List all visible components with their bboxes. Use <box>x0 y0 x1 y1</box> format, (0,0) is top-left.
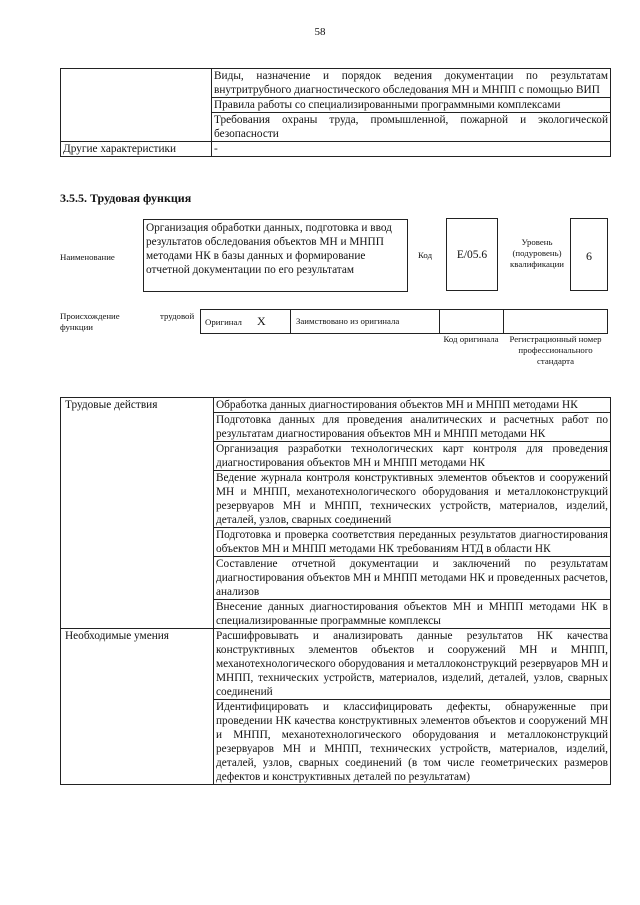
original-box <box>200 309 291 334</box>
origin-label-word: трудовой <box>160 311 195 321</box>
table-cell: Требования охраны труда, промышленной, пожарной и экологической безопасности <box>212 113 611 142</box>
reg-number-box <box>503 309 608 334</box>
table-cell: Составление отчетной документации и заключений по результатам диагностирования объектов МН и МНПП методами НК и проведенных расчетов, анализов <box>214 557 611 600</box>
origin-code-caption: Код оригинала <box>443 334 499 344</box>
row-label: Необходимые умения <box>61 629 214 785</box>
code-label: Код <box>418 250 433 260</box>
borrowed-label: Заимствовано из оригинала <box>296 316 400 326</box>
table-cell: Правила работы со специализированными программными комплексами <box>212 98 611 113</box>
table-cell: Ведение журнала контроля конструктивных элементов объектов и сооружений МН и МНПП, механотехнологического оборудования и металлоконструкций резервуаров МН и МНПП, технических устройств, материалов, изделий, деталей, узлов, сварных соединений <box>214 471 611 528</box>
borrowed-box <box>290 309 440 334</box>
origin-code-box <box>439 309 504 334</box>
function-name-text: Организация обработки данных, подготовка и ввод результатов обследования объектов МН и МНПП методами НК в базы данных и формирование отчетной документации по его результатам <box>146 222 392 276</box>
code-value: E/05.6 <box>456 249 488 261</box>
row-label: Трудовые действия <box>61 398 214 629</box>
table-cell: Обработка данных диагностирования объектов МН и МНПП методами НК <box>214 398 611 413</box>
reg-number-caption: Регистрационный номер профессионального стандарта <box>509 334 602 366</box>
table-cell: Внесение данных диагностирования объектов МН и МНПП методами НК в специализированные программные комплексы <box>214 600 611 629</box>
table-row <box>61 398 611 413</box>
table-cell: - <box>212 142 611 157</box>
table-row <box>61 69 611 98</box>
table-cell: Организация разработки технологических карт контроля для проведения диагностирования объектов МН и МНПП методами НК <box>214 442 611 471</box>
section-heading: 3.5.5. Трудовая функция <box>60 191 192 205</box>
knowledge-table <box>60 68 611 157</box>
origin-label: Происхождение <box>60 311 120 321</box>
level-value: 6 <box>586 249 592 263</box>
table-row <box>61 142 611 157</box>
function-detail-table <box>60 397 611 785</box>
page-number: 58 <box>314 26 326 38</box>
code-value-box <box>446 218 498 291</box>
table-cell: Подготовка и проверка соответствия переданных результатов диагностирования объектов МН и МНПП методами НК требованиям НТД в области НК <box>214 528 611 557</box>
level-label: Уровень (подуровень) квалификации <box>510 237 564 269</box>
table-cell: Подготовка данных для проведения аналитических и расчетных работ по результатам диагностирования объектов МН и МНПП методами НК <box>214 413 611 442</box>
table-cell: Виды, назначение и порядок ведения документации по результатам внутритрубного диагностического обследования МН и МНПП с помощью ВИП <box>212 69 611 98</box>
table-cell: Идентифицировать и классифицировать дефекты, обнаруженные при проведении НК качества конструктивных элементов объектов и сооружений МН и МНПП, механотехнологического оборудования и металлоконструкций резервуаров МН и МНПП, технических устройств, материалов, изделий, деталей, узлов, сварных соединений (в том числе геометрических размеров дефектов и конструктивных деталей по результатам) <box>214 700 611 785</box>
function-name-box <box>143 219 408 292</box>
original-label: Оригинал <box>205 317 242 327</box>
name-label: Наименование <box>60 252 115 262</box>
origin-label-line2: функции <box>60 322 93 332</box>
row-label: Другие характеристики <box>61 142 212 157</box>
level-value-box <box>570 218 608 291</box>
table-cell-empty <box>61 69 212 142</box>
original-mark: X <box>257 314 266 328</box>
table-cell: Расшифровывать и анализировать данные результатов НК качества конструктивных элементов объектов и сооружений МН и МНПП, механотехнологического оборудования и металлоконструкций резервуаров МН и МНПП, технических устройств, материалов, изделий, деталей, узлов, сварных соединений <box>214 629 611 700</box>
table-row <box>61 629 611 700</box>
